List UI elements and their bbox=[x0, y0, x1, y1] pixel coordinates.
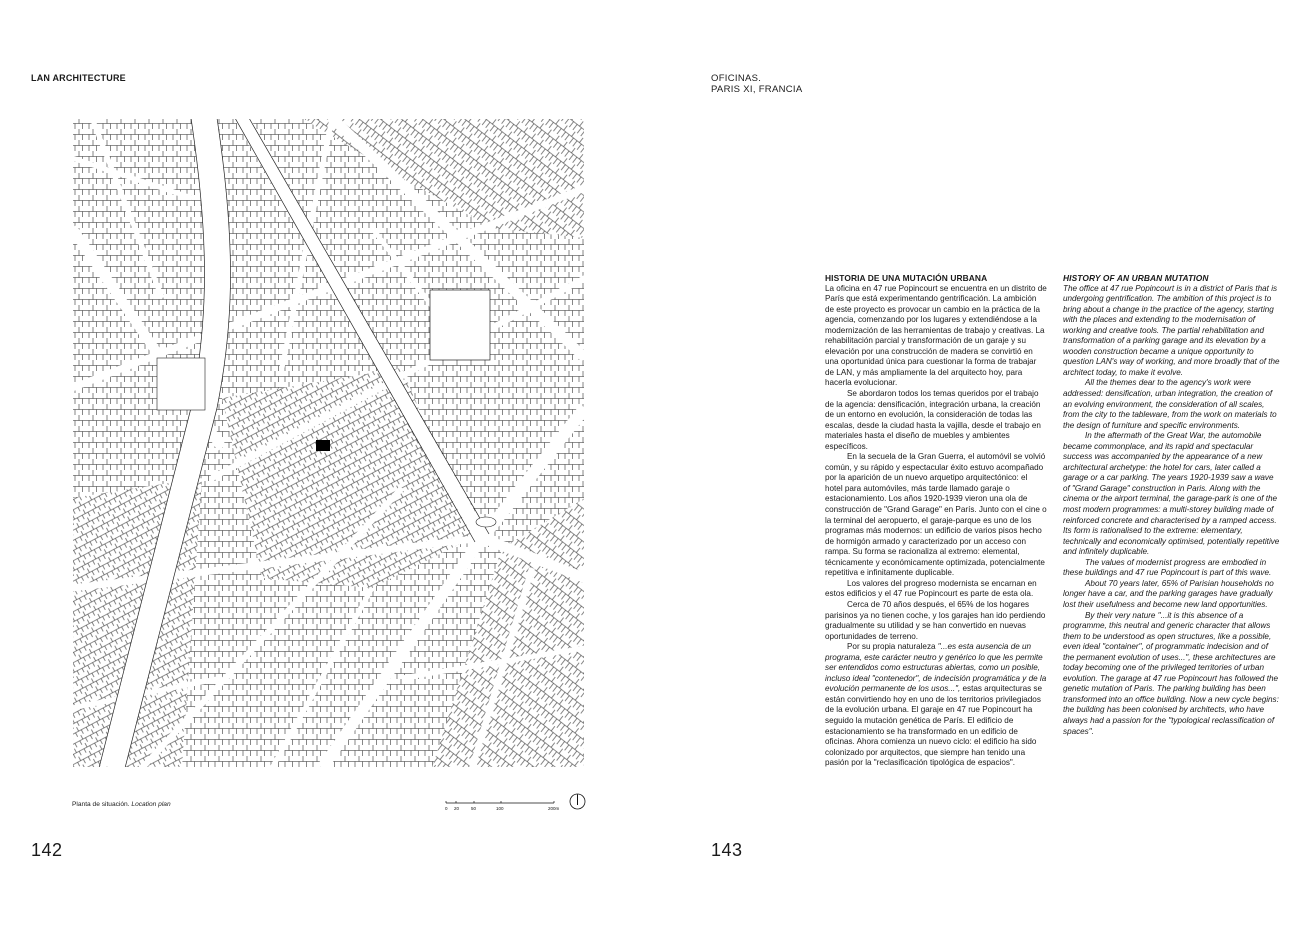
paragraph-part: estas arquitecturas se están convirtiendo hoy en uno de los territorios privilegiados de la evolución urbana. El garaje en 47 rue Popincourt ha seguido la mutación genética de París. El edificio de estacionamiento se ha transformado en un edificio de oficinas. Ahora comienza un nuevo ciclo: el edificio ha sido colonizado por arquitectos, que siempre han tenido una pasión por la "reclasificación tipológica de espacios". bbox=[825, 684, 1042, 768]
paragraph: La oficina en 47 rue Popincourt se encuentra en un distrito de París que está experimentando gentrificación. La ambición de este proyecto es provocar un cambio en la práctica de la agencia, comenzando por los lugares y extendiéndose a la modernización de las herramientas de trabajo y creativas. La rehabilitación parcial y transformación de un garaje y su elevación por una construcción de madera se convirtió en una oportunidad única para cuestionar la forma de trabajar de LAN, y más ampliamente la del arquitecto hoy, para hacerla evolucionar. bbox=[825, 283, 1047, 388]
english-heading: HISTORY OF AN URBAN MUTATION bbox=[1063, 273, 1209, 283]
paragraph bbox=[825, 642, 1047, 769]
scale-label: 20 bbox=[454, 806, 460, 811]
scale-label: 0 bbox=[445, 806, 448, 811]
running-head-line: PARIS XI, FRANCIA bbox=[711, 84, 803, 95]
paragraph-quote: "...es esta ausencia de un programa, este carácter neutro y genérico lo que les permite ser entendidos como estructuras abiertas, como un posible, incluso ideal "contenedor", de indecisión programática y de la evolución permanente de los usos...", bbox=[825, 642, 1047, 694]
paragraph: All the themes dear to the agency's work were addressed: densification, urban integration, the creation of an evolving environment, the consideration of all scales, from the city to the tableware, from the work on materials to the design of furniture and specific environments. bbox=[1063, 378, 1277, 430]
scale-label: 200m bbox=[548, 806, 560, 811]
project-site-marker bbox=[316, 440, 330, 451]
scale-label: 50 bbox=[471, 806, 477, 811]
paragraph-part: these architectures are today becoming one of the privileged territories of urban evolution. The garage at 47 rue Popincourt has followed the genetic mutation of Paris. The parking building has been transformed into an office building. Now a new cycle begins: the building has been colonised by architects, who have always had a passion for the "typological reclassification of spaces". bbox=[1063, 652, 1279, 736]
running-head-right bbox=[711, 73, 803, 95]
paragraph: About 70 years later, 65% of Parisian households no longer have a car, and the parking garages have gradually lost their usefulness and become new land opportunities. bbox=[1063, 578, 1274, 609]
paragraph bbox=[1063, 611, 1281, 738]
north-arrow-icon bbox=[569, 793, 586, 810]
paragraph: In the aftermath of the Great War, the automobile became commonplace, and its rapid and spectacular success was accompanied by the appearance of a new architectural archetype: the hotel for cars, later called a garage or a car parking. The years 1920-1939 saw a wave of "Grand Garage" construction in Paris. Along with the cinema or the airport terminal, the garage-park is one of the most modern programmes: a multi-storey building made of reinforced concrete and characterised by a ramped access. Its form is rationalised to the extreme: elementary, technically and economically optimised, potentially repetitive and infinitely duplicable. bbox=[1063, 431, 1280, 557]
paragraph-part: By their very nature "...it is this absence of a programme, this neutral and generic character that allows them to be understood as open structures, like a possible, even ideal "container", of programmatic indecision and of the permanent evolution of uses...", bbox=[1063, 610, 1272, 662]
page-number-right: 143 bbox=[711, 840, 743, 860]
caption-spanish: Planta de situación. bbox=[72, 801, 130, 808]
spanish-text-column bbox=[825, 273, 1047, 769]
paragraph: The office at 47 rue Popincourt is in a district of Paris that is undergoing gentrification. The ambition of this project is to bring about a change in the practice of the agency, starting with the places and extending to the modernisation of working and creative tools. The partial rehabilitation and transformation of a parking garage and its elevation by a wooden construction became a unique opportunity to question LAN's way of working, and more broadly that of the architect today, to make it evolve. bbox=[1063, 283, 1280, 377]
scale-bar bbox=[444, 800, 564, 814]
paragraph: Cerca de 70 años después, el 65% de los hogares parisinos ya no tienen coche, y los garajes han ido perdiendo gradualmente su utilidad y se han convertido en nuevas oportunidades de terreno. bbox=[825, 599, 1046, 641]
paragraph: En la secuela de la Gran Guerra, el automóvil se volvió común, y su rápido y espectacular éxito estuvo acompañado por la aparición de un nuevo arquetipo arquitectónico: el hotel para automóviles, más tarde llamado garaje o estacionamiento. Los años 1920-1939 vieron una ola de construcción de "Grand Garage" en París. Junto con el cine o la terminal del aeropuerto, el garaje-parque es uno de los programas más modernos: un edificio de varios pisos hecho de hormigón armado y caracterizado por un acceso con rampa. Su forma se racionaliza al extremo: elemental, técnicamente y económicamente optimizada, potencialmente repetitiva e infinitamente duplicable. bbox=[825, 452, 1047, 578]
paragraph: Se abordaron todos los temas queridos por el trabajo de la agencia: densificación, integración urbana, la creación de un entorno en evolución, la consideración de todas las escalas, desde la ciudad hasta la vajilla, desde el trabajo en materiales hasta el diseño de muebles y ambientes específicos. bbox=[825, 389, 1041, 451]
paragraph: The values of modernist progress are embodied in these buildings and 47 rue Popincourt is part of this wave. bbox=[1063, 557, 1272, 578]
map-caption bbox=[72, 801, 171, 808]
urban-fabric bbox=[72, 118, 585, 768]
running-head-line: OFICINAS. bbox=[711, 73, 762, 84]
spanish-heading: HISTORIA DE UNA MUTACIÓN URBANA bbox=[825, 273, 988, 283]
page-number-left: 142 bbox=[31, 840, 63, 860]
scale-label: 100 bbox=[496, 806, 504, 811]
caption-english: Location plan bbox=[131, 801, 171, 808]
running-head-left: LAN ARCHITECTURE bbox=[31, 73, 126, 83]
paragraph: Los valores del progreso modernista se encarnan en estos edificios y el 47 rue Popincourt es parte de esta ola. bbox=[825, 578, 1037, 599]
paragraph-part: Por su propia naturaleza bbox=[847, 642, 936, 652]
english-text-column bbox=[1063, 273, 1281, 737]
location-plan-map bbox=[72, 118, 585, 768]
